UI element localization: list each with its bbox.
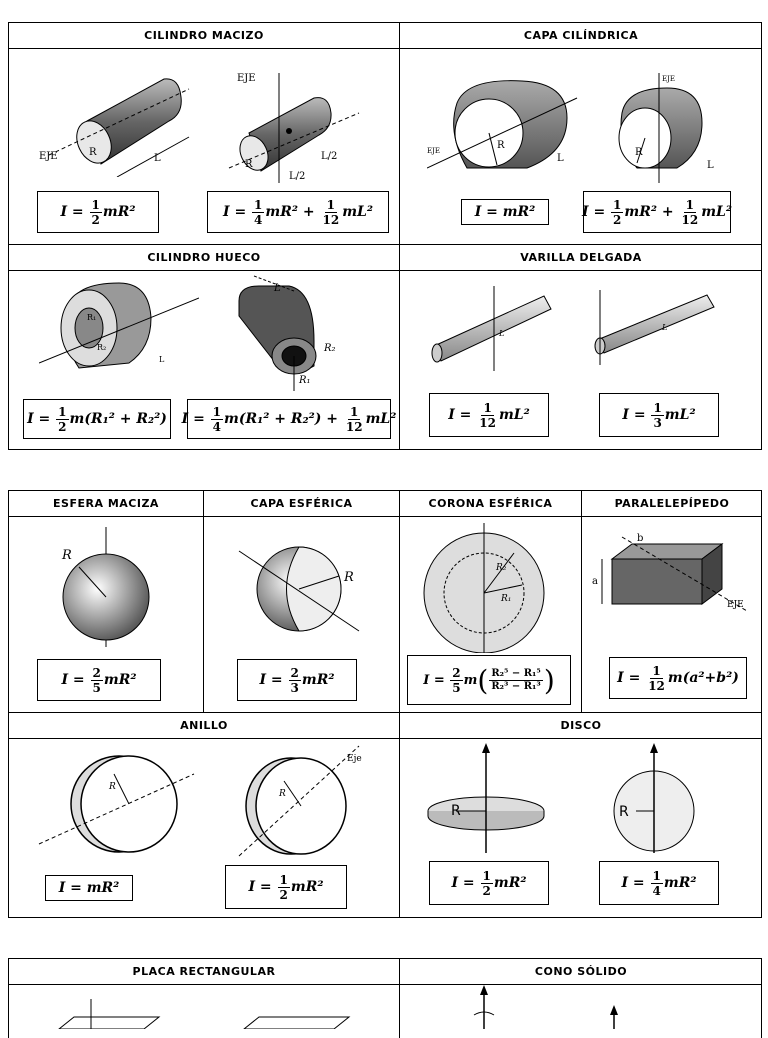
inner-radius-label: R₁ (87, 313, 97, 322)
formula-cilindro-hueco-2: I = $\frac{1}{4}$ m(R₁² + R₂²) + $\frac{1}{12}$ mL² (187, 399, 391, 439)
formula-disco-2: I = $\frac{1}{4}$ mR² (599, 861, 719, 905)
header-capa-esferica: CAPA ESFÉRICA (204, 491, 399, 517)
eje-label: EJE (427, 147, 441, 155)
cylindrical-shell-center-figure (607, 73, 727, 183)
cylindrical-shell-figure (427, 73, 587, 183)
eje-label: EJE (39, 151, 58, 162)
ring-figure (34, 749, 199, 859)
side-a-label: a (592, 576, 598, 587)
hollow-cylinder-3d-figure (229, 271, 359, 396)
header-cono-solido: CONO SÓLIDO (400, 959, 762, 985)
formula-cilindro-hueco-1: I = $\frac{1}{2}$ m(R₁² + R₂²) (23, 399, 171, 439)
formula-cilindro-macizo-2: I = $\frac{1}{4}$ mR² + $\frac{1}{12}$ mL² (207, 191, 389, 233)
length-label: L (499, 329, 505, 338)
solid-cylinder-center-figure (219, 63, 379, 183)
rectangular-plate-figure (49, 999, 169, 1029)
table-spheres (8, 490, 762, 918)
eje-label: EJE (727, 600, 744, 610)
thin-rod-center-figure (419, 281, 569, 376)
header-varilla-delgada: VARILLA DELGADA (400, 245, 762, 271)
spherical-shell-figure (234, 531, 374, 641)
formula-anillo-2: I = $\frac{1}{2}$ mR² (225, 865, 347, 909)
length-label: L (154, 153, 161, 164)
inner-radius-label: R₁ (299, 375, 311, 386)
header-paralelepipedo: PARALELEPÍPEDO (582, 491, 762, 517)
solid-sphere-figure (54, 527, 164, 647)
length-label: L (159, 355, 165, 364)
formula-paralelepipedo: I = $\frac{1}{12}$ m(a²+b²) (609, 657, 747, 699)
eje-label: EJE (662, 75, 676, 83)
solid-cone-figure (464, 985, 504, 1029)
radius-label: R (635, 147, 643, 158)
radius-label: R (619, 804, 629, 820)
table-cylinders (8, 22, 762, 450)
header-anillo: ANILLO (9, 713, 399, 739)
inner-radius-label: R₁ (501, 594, 512, 604)
header-corona-esferica: CORONA ESFÉRICA (400, 491, 581, 517)
header-disco: DISCO (400, 713, 762, 739)
length-label: L (274, 283, 281, 294)
length-label: L (707, 160, 714, 171)
formula-varilla-delgada-1: I = $\frac{1}{12}$ mL² (429, 393, 549, 437)
formula-esfera-maciza: I = $\frac{2}{5}$ mR² (37, 659, 161, 701)
thin-rod-end-figure (587, 285, 737, 370)
outer-radius-label: R₂ (97, 343, 107, 352)
formula-anillo-1: I = mR² (45, 875, 133, 901)
header-cilindro-hueco: CILINDRO HUECO (9, 245, 399, 271)
eje-label: Eje (347, 754, 362, 764)
header-capa-cilindrica: CAPA CILÍNDRICA (400, 23, 762, 49)
length-label: L (557, 153, 564, 164)
radius-label: R (62, 548, 72, 563)
radius-label: R (451, 803, 461, 819)
formula-capa-cilindrica-1: I = mR² (461, 199, 549, 225)
formula-corona-esferica: I = $\frac{2}{5}$ m ( $\frac{\text{R₂⁵ − R₁⁵}}{\text{R₂³ − R₁³}}$ ) (407, 655, 571, 705)
radius-label: R (497, 140, 505, 151)
solid-cone-apex-figure (599, 1005, 629, 1029)
hollow-cylinder-figure (39, 278, 199, 383)
radius-label: R (245, 159, 253, 170)
formula-cilindro-macizo-1: I = $\frac{1}{2}$ mR² (37, 191, 159, 233)
radius-label: R (109, 782, 116, 792)
disk-axial-figure (421, 741, 561, 856)
half-length-label: L/2 (321, 151, 338, 162)
radius-label: R (89, 147, 97, 158)
formula-varilla-delgada-2: I = $\frac{1}{3}$ mL² (599, 393, 719, 437)
spherical-corona-figure (419, 523, 549, 653)
ring-diameter-figure (229, 741, 379, 861)
table-plates-cones (8, 958, 762, 1038)
eje-label: EJE (237, 73, 256, 84)
side-b-label: b (637, 533, 644, 544)
header-cilindro-macizo: CILINDRO MACIZO (9, 23, 399, 49)
rectangular-plate-center-figure (239, 1009, 359, 1029)
outer-radius-label: R₂ (324, 343, 336, 354)
outer-radius-label: R₂ (496, 563, 507, 573)
half-length-label: L/2 (289, 171, 306, 182)
radius-label: R (279, 789, 286, 799)
header-placa-rectangular: PLACA RECTANGULAR (9, 959, 399, 985)
parallelepiped-figure (592, 529, 757, 619)
disk-diameter-figure (604, 741, 704, 856)
solid-cylinder-figure (39, 59, 199, 177)
formula-disco-1: I = $\frac{1}{2}$ mR² (429, 861, 549, 905)
formula-capa-cilindrica-2: I = $\frac{1}{2}$ mR² + $\frac{1}{12}$ mL² (583, 191, 731, 233)
length-label: L (662, 323, 668, 332)
header-esfera-maciza: ESFERA MACIZA (9, 491, 203, 517)
radius-label: R (344, 570, 354, 585)
formula-capa-esferica: I = $\frac{2}{3}$ mR² (237, 659, 357, 701)
